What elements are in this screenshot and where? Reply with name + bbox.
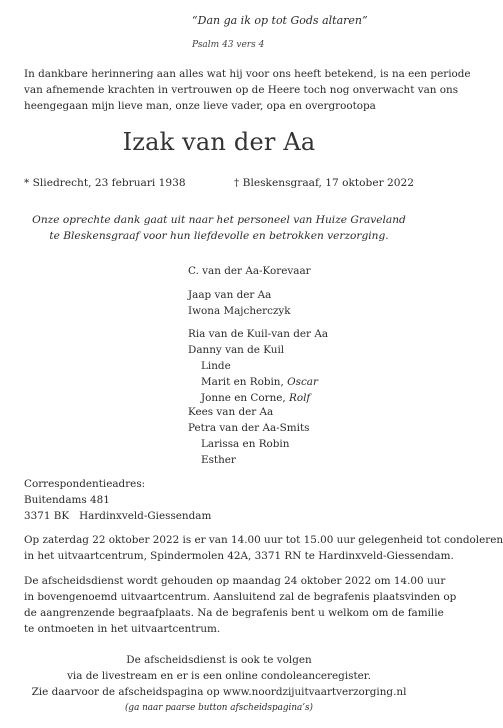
- family-member: Jaap van der Aa: [188, 289, 272, 301]
- address-postal: 3371 BK: [24, 510, 70, 522]
- family-member: Petra van der Aa-Smits: [188, 422, 310, 434]
- livestream-info: [0, 652, 438, 716]
- correspondence-address: [24, 476, 211, 524]
- footer-line: via de livestream en er is een online condoleanceregister.: [67, 670, 371, 682]
- family-member: C. van der Aa-Korevaar: [188, 265, 311, 277]
- bible-quote: “Dan ga ik op tot Gods altaren”: [192, 14, 368, 27]
- grandchild: Esther: [201, 454, 236, 466]
- service-line: in bovengenoemd uitvaartcentrum. Aansluitend zal de begrafenis plaatsvinden op: [24, 591, 457, 603]
- service-line: de aangrenzende begraafplaats. Na de begrafenis bent u welkom om de familie: [24, 607, 444, 619]
- deceased-name: Izak van der Aa: [122, 128, 316, 156]
- grandchild: [188, 374, 328, 390]
- family-group: [188, 326, 328, 406]
- great-grandchild: Oscar: [287, 376, 318, 388]
- bible-reference: Psalm 43 vers 4: [192, 40, 265, 50]
- correspondence-label: Correspondentieadres:: [24, 478, 146, 490]
- family-group-spouse: [188, 263, 311, 279]
- address-postal-city: [24, 508, 211, 524]
- condolence-line: in het uitvaartcentrum, Spindermolen 42A, 3371 RN te Hardinxveld-Giessendam.: [24, 550, 454, 562]
- death-info: † Bleskensgraaf, 17 oktober 2022: [234, 177, 414, 189]
- address-street: Buitendams 481: [24, 494, 110, 506]
- service-line: te ontmoeten in het uitvaartcentrum.: [24, 623, 221, 635]
- footer-line: De afscheidsdienst is ook te volgen: [126, 654, 312, 666]
- family-member: Danny van de Kuil: [188, 344, 285, 356]
- family-group: [188, 287, 291, 319]
- condolence-line: Op zaterdag 22 oktober 2022 is er van 14.00 uur tot 15.00 uur gelegenheid tot condoleren: [24, 534, 503, 546]
- family-member: Kees van der Aa: [188, 406, 274, 418]
- family-member: Ria van de Kuil-van der Aa: [188, 328, 329, 340]
- intro-paragraph: [24, 66, 471, 114]
- grandchild: Linde: [201, 360, 231, 372]
- birth-info: * Sliedrecht, 23 februari 1938: [24, 177, 186, 189]
- family-group: [188, 404, 309, 468]
- great-grandchild: Rolf: [289, 392, 311, 404]
- footer-note: (ga naar paarse button afscheidspagina’s): [125, 703, 313, 713]
- grandchild-couple: Jonne en Corne,: [201, 392, 290, 404]
- condolence-paragraph: [24, 532, 503, 564]
- thanks-message: [0, 212, 438, 244]
- intro-line: In dankbare herinnering aan alles wat hij voor ons heeft betekend, is na een periode: [24, 68, 471, 80]
- service-line: De afscheidsdienst wordt gehouden op maandag 24 oktober 2022 om 14.00 uur: [24, 575, 446, 587]
- thanks-line: Onze oprechte dank gaat uit naar het personeel van Huize Graveland: [32, 214, 406, 226]
- grandchild-couple: Marit en Robin,: [201, 376, 288, 388]
- grandchild: Larissa en Robin: [201, 438, 290, 450]
- footer-line-website: Zie daarvoor de afscheidspagina op www.noordzijuitvaartverzorging.nl: [31, 686, 407, 698]
- service-paragraph: [24, 573, 457, 637]
- intro-line: van afnemende krachten in vertrouwen op de Heere toch nog onverwacht van ons: [24, 84, 459, 96]
- family-member: Iwona Majcherczyk: [188, 305, 291, 317]
- intro-line: heengegaan mijn lieve man, onze lieve vader, opa en overgrootopa: [24, 100, 376, 112]
- thanks-line: te Bleskensgraaf voor hun liefdevolle en betrokken verzorging.: [49, 230, 389, 242]
- address-city: Hardinxveld-Giessendam: [79, 510, 212, 522]
